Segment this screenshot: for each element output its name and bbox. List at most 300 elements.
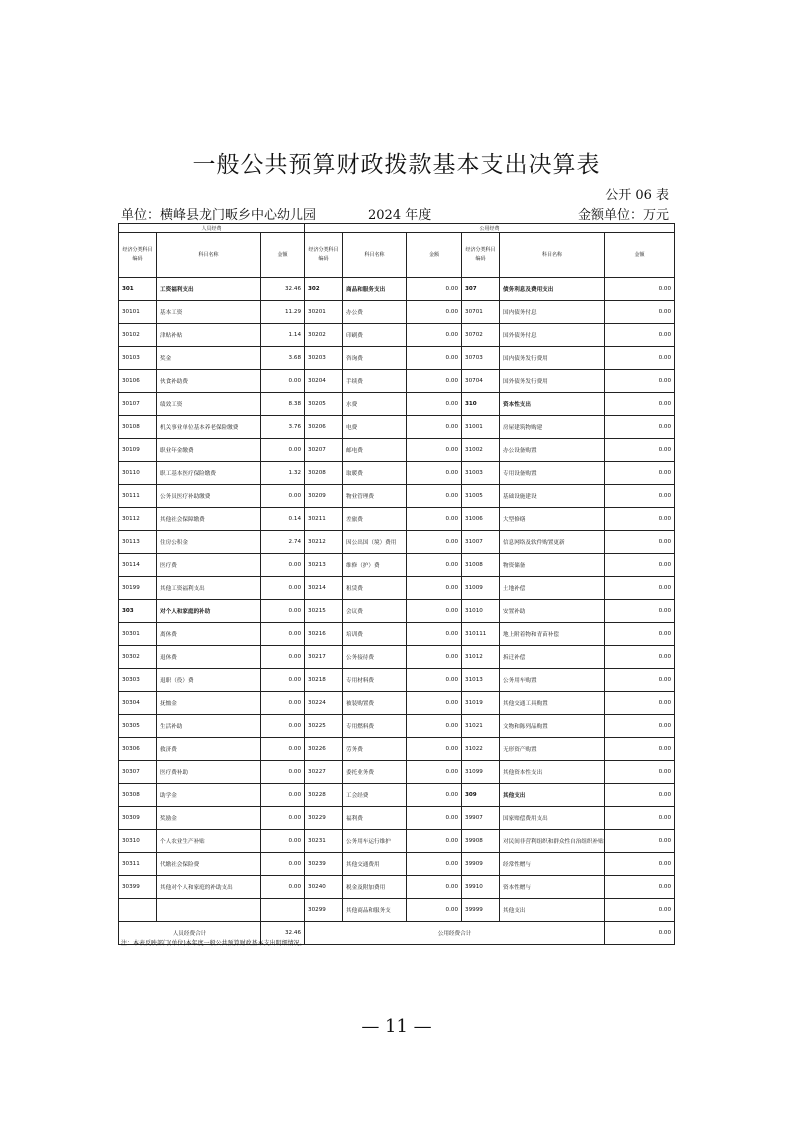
name-cell: 机关事业单位基本养老保险缴费: [157, 416, 261, 439]
table-row: [119, 807, 675, 830]
name-cell: 其他对个人和家庭的补助支出: [157, 876, 261, 899]
code-cell: 30107: [119, 393, 157, 416]
total-personnel-value: 32.46: [261, 922, 305, 945]
code-cell: 30113: [119, 531, 157, 554]
code-cell: 30111: [119, 485, 157, 508]
code-cell: [119, 899, 157, 922]
year-label: 2024 年度: [368, 208, 432, 223]
code-cell: 39909: [462, 853, 500, 876]
code-cell: 30110: [119, 462, 157, 485]
table-row: [119, 876, 675, 899]
name-cell: 国内债务付息: [500, 301, 605, 324]
code-cell: 30202: [305, 324, 343, 347]
amount-cell: 0.00: [605, 784, 675, 807]
amount-cell: 0.00: [605, 439, 675, 462]
code-cell: 30308: [119, 784, 157, 807]
code-cell: 30108: [119, 416, 157, 439]
name-cell: 离休费: [157, 623, 261, 646]
amount-cell: 0.00: [407, 899, 462, 922]
table-row: [119, 439, 675, 462]
amount-cell: 0.00: [261, 600, 305, 623]
amount-cell: 0.00: [407, 416, 462, 439]
code-cell: 307: [462, 278, 500, 301]
name-cell: 国外债务付息: [500, 324, 605, 347]
amount-cell: 0.00: [605, 738, 675, 761]
amount-cell: 0.00: [605, 600, 675, 623]
name-cell: 退休费: [157, 646, 261, 669]
name-cell: 基本工资: [157, 301, 261, 324]
group-personnel-header: 人员经费: [119, 224, 305, 233]
amount-cell: 0.00: [261, 692, 305, 715]
amount-cell: 1.14: [261, 324, 305, 347]
name-cell: 其他交通工具购置: [500, 692, 605, 715]
total-personnel-label: 人员经费合计: [119, 922, 261, 945]
code-cell: 31006: [462, 508, 500, 531]
amount-cell: 0.00: [407, 715, 462, 738]
total-public-value: 0.00: [605, 922, 675, 945]
name-cell: 安置补助: [500, 600, 605, 623]
table-row: [119, 462, 675, 485]
amount-cell: 0.00: [407, 531, 462, 554]
name-cell: 津贴补贴: [157, 324, 261, 347]
name-cell: 拆迁补偿: [500, 646, 605, 669]
code-cell: 30310: [119, 830, 157, 853]
name-cell: 抚恤金: [157, 692, 261, 715]
code-cell: 30228: [305, 784, 343, 807]
name-cell: 奖励金: [157, 807, 261, 830]
code-cell: 30399: [119, 876, 157, 899]
code-cell: 30205: [305, 393, 343, 416]
name-cell: 工资福利支出: [157, 278, 261, 301]
code-cell: 31008: [462, 554, 500, 577]
code-cell: 30102: [119, 324, 157, 347]
code-cell: 31022: [462, 738, 500, 761]
amount-cell: 0.00: [407, 876, 462, 899]
amount-cell: 0.00: [407, 347, 462, 370]
code-cell: 310111: [462, 623, 500, 646]
code-cell: 39908: [462, 830, 500, 853]
amount-cell: 0.00: [407, 784, 462, 807]
table-note: 注：本表反映部门(单位)本年度一般公共预算财政基本支出明细情况。: [121, 940, 306, 947]
name-cell: [157, 899, 261, 922]
amount-cell: 0.00: [605, 669, 675, 692]
code-cell: 30217: [305, 646, 343, 669]
amount-cell: 0.00: [407, 370, 462, 393]
amount-cell: 0.00: [407, 692, 462, 715]
name-cell: 对个人和家庭的补助: [157, 600, 261, 623]
code-cell: 310: [462, 393, 500, 416]
amount-cell: 0.00: [605, 692, 675, 715]
amount-cell: 0.00: [261, 577, 305, 600]
code-cell: 31003: [462, 462, 500, 485]
code-cell: 30227: [305, 761, 343, 784]
amount-cell: 3.68: [261, 347, 305, 370]
amount-cell: 0.00: [605, 899, 675, 922]
code-cell: 30304: [119, 692, 157, 715]
name-cell: 物业管理费: [343, 485, 407, 508]
code-cell: 31002: [462, 439, 500, 462]
amount-cell: 0.00: [261, 439, 305, 462]
table-row: [119, 669, 675, 692]
page-title: 一般公共预算财政拨款基本支出决算表: [192, 152, 601, 178]
amount-cell: 3.76: [261, 416, 305, 439]
amount-cell: 0.00: [407, 301, 462, 324]
amount-cell: 32.46: [261, 278, 305, 301]
name-cell: 房屋建筑物购建: [500, 416, 605, 439]
amount-cell: 0.14: [261, 508, 305, 531]
code-cell: 30103: [119, 347, 157, 370]
amount-cell: 0.00: [407, 278, 462, 301]
name-cell: 差旅费: [343, 508, 407, 531]
name-cell: 其他社会保障缴费: [157, 508, 261, 531]
code-cell: 309: [462, 784, 500, 807]
code-cell: 30112: [119, 508, 157, 531]
name-cell: 其他工资福利支出: [157, 577, 261, 600]
table-row: [119, 646, 675, 669]
code-cell: 31019: [462, 692, 500, 715]
code-cell: 31010: [462, 600, 500, 623]
code-cell: 31099: [462, 761, 500, 784]
col-amount-header: 金额: [605, 233, 675, 278]
amount-cell: 0.00: [407, 324, 462, 347]
col-name-header: 科目名称: [343, 233, 407, 278]
code-cell: 31013: [462, 669, 500, 692]
amount-cell: 0.00: [605, 761, 675, 784]
code-cell: 30702: [462, 324, 500, 347]
code-cell: 30303: [119, 669, 157, 692]
amount-cell: 0.00: [261, 623, 305, 646]
code-cell: 30306: [119, 738, 157, 761]
amount-cell: 0.00: [605, 485, 675, 508]
code-cell: 39910: [462, 876, 500, 899]
amount-cell: 0.00: [407, 646, 462, 669]
name-cell: 国家赔偿费用支出: [500, 807, 605, 830]
amount-cell: 0.00: [407, 761, 462, 784]
amount-cell: 0.00: [605, 807, 675, 830]
name-cell: 救济费: [157, 738, 261, 761]
code-cell: 30309: [119, 807, 157, 830]
code-cell: 30229: [305, 807, 343, 830]
name-cell: 委托业务费: [343, 761, 407, 784]
name-cell: 福利费: [343, 807, 407, 830]
amount-cell: 0.00: [605, 646, 675, 669]
name-cell: 工会经费: [343, 784, 407, 807]
amount-cell: 2.74: [261, 531, 305, 554]
name-cell: 大型修缮: [500, 508, 605, 531]
name-cell: 对民间非营利组织和群众性自治组织补贴: [500, 830, 605, 853]
table-row: [119, 899, 675, 922]
code-cell: 30299: [305, 899, 343, 922]
amount-cell: 0.00: [407, 508, 462, 531]
name-cell: 商品和服务支出: [343, 278, 407, 301]
name-cell: 专用材料费: [343, 669, 407, 692]
amount-cell: 0.00: [261, 807, 305, 830]
code-cell: 31012: [462, 646, 500, 669]
name-cell: 办公费: [343, 301, 407, 324]
code-cell: 30231: [305, 830, 343, 853]
table-row: [119, 485, 675, 508]
code-cell: 30204: [305, 370, 343, 393]
amount-cell: 0.00: [261, 853, 305, 876]
form-number: 公开 06 表: [605, 188, 669, 203]
name-cell: 电费: [343, 416, 407, 439]
name-cell: 个人农业生产补贴: [157, 830, 261, 853]
name-cell: 其他商品和服务支: [343, 899, 407, 922]
amount-cell: 0.00: [407, 600, 462, 623]
table-row: [119, 784, 675, 807]
code-cell: 39907: [462, 807, 500, 830]
amount-cell: 0.00: [261, 370, 305, 393]
name-cell: 因公出国（境）费用: [343, 531, 407, 554]
code-cell: 30101: [119, 301, 157, 324]
amount-cell: 0.00: [261, 715, 305, 738]
name-cell: 公务用车购置: [500, 669, 605, 692]
code-cell: 30106: [119, 370, 157, 393]
code-cell: 30239: [305, 853, 343, 876]
name-cell: 奖金: [157, 347, 261, 370]
table-row: [119, 830, 675, 853]
table-row: [119, 324, 675, 347]
expenditure-table-wrapper: [118, 223, 674, 945]
amount-cell: 0.00: [407, 830, 462, 853]
code-cell: 30301: [119, 623, 157, 646]
name-cell: 咨询费: [343, 347, 407, 370]
name-cell: 公务接待费: [343, 646, 407, 669]
name-cell: 取暖费: [343, 462, 407, 485]
amount-cell: 0.00: [407, 577, 462, 600]
name-cell: 无形资产购置: [500, 738, 605, 761]
amount-cell: 0.00: [407, 554, 462, 577]
table-row: [119, 347, 675, 370]
name-cell: 住房公积金: [157, 531, 261, 554]
name-cell: 印刷费: [343, 324, 407, 347]
name-cell: 医疗费: [157, 554, 261, 577]
code-cell: 30206: [305, 416, 343, 439]
name-cell: 助学金: [157, 784, 261, 807]
table-body: [119, 278, 675, 922]
amount-cell: 0.00: [407, 807, 462, 830]
code-cell: 31021: [462, 715, 500, 738]
code-cell: 30218: [305, 669, 343, 692]
name-cell: 水费: [343, 393, 407, 416]
code-cell: 303: [119, 600, 157, 623]
group-public-header: 公用经费: [305, 224, 675, 233]
name-cell: 伙食补助费: [157, 370, 261, 393]
table-row: [119, 761, 675, 784]
amount-cell: 0.00: [605, 876, 675, 899]
amount-cell: 0.00: [605, 301, 675, 324]
code-cell: 30224: [305, 692, 343, 715]
table-row: [119, 577, 675, 600]
code-cell: 302: [305, 278, 343, 301]
name-cell: 国外债务发行费用: [500, 370, 605, 393]
money-unit-label: 金额单位：万元: [577, 208, 669, 223]
code-cell: 30199: [119, 577, 157, 600]
code-cell: 30302: [119, 646, 157, 669]
amount-cell: 8.38: [261, 393, 305, 416]
amount-cell: 0.00: [407, 393, 462, 416]
amount-cell: 0.00: [605, 462, 675, 485]
table-row: [119, 416, 675, 439]
table-row: [119, 393, 675, 416]
name-cell: 生活补助: [157, 715, 261, 738]
code-cell: 30214: [305, 577, 343, 600]
name-cell: 职工基本医疗保险缴费: [157, 462, 261, 485]
amount-cell: 11.29: [261, 301, 305, 324]
table-row: [119, 531, 675, 554]
name-cell: 公务用车运行维护: [343, 830, 407, 853]
table-row: [119, 623, 675, 646]
code-cell: 31007: [462, 531, 500, 554]
name-cell: 邮电费: [343, 439, 407, 462]
name-cell: 其他交通费用: [343, 853, 407, 876]
expenditure-table: [118, 223, 675, 945]
amount-cell: 0.00: [261, 784, 305, 807]
code-cell: 30212: [305, 531, 343, 554]
amount-cell: 0.00: [605, 324, 675, 347]
amount-cell: 0.00: [605, 347, 675, 370]
name-cell: 租赁费: [343, 577, 407, 600]
name-cell: 信息网络及软件购置更新: [500, 531, 605, 554]
name-cell: 劳务费: [343, 738, 407, 761]
name-cell: 资本性赠与: [500, 876, 605, 899]
amount-cell: 0.00: [407, 623, 462, 646]
amount-cell: 0.00: [605, 715, 675, 738]
name-cell: 其他支出: [500, 784, 605, 807]
amount-cell: 0.00: [407, 462, 462, 485]
name-cell: 债务利息及费用支出: [500, 278, 605, 301]
amount-cell: 0.00: [261, 876, 305, 899]
name-cell: 职业年金缴费: [157, 439, 261, 462]
col-name-header: 科目名称: [157, 233, 261, 278]
name-cell: 地上附着物和青苗补偿: [500, 623, 605, 646]
name-cell: 公务员医疗补助缴费: [157, 485, 261, 508]
name-cell: 专用设备购置: [500, 462, 605, 485]
amount-cell: 0.00: [261, 669, 305, 692]
table-row: [119, 692, 675, 715]
code-cell: 30109: [119, 439, 157, 462]
table-row: [119, 508, 675, 531]
name-cell: 专用燃料费: [343, 715, 407, 738]
table-row: [119, 370, 675, 393]
table-row: [119, 278, 675, 301]
name-cell: 代缴社会保险费: [157, 853, 261, 876]
table-row: [119, 853, 675, 876]
name-cell: 绩效工资: [157, 393, 261, 416]
code-cell: 30307: [119, 761, 157, 784]
amount-cell: 0.00: [261, 761, 305, 784]
name-cell: 维修（护）费: [343, 554, 407, 577]
code-cell: 30704: [462, 370, 500, 393]
code-cell: 30311: [119, 853, 157, 876]
code-cell: 30209: [305, 485, 343, 508]
amount-cell: 1.32: [261, 462, 305, 485]
code-cell: 30701: [462, 301, 500, 324]
amount-cell: 0.00: [407, 853, 462, 876]
code-cell: 30305: [119, 715, 157, 738]
name-cell: 土地补偿: [500, 577, 605, 600]
name-cell: 医疗费补助: [157, 761, 261, 784]
col-code-header: 经济分类科目编码: [119, 233, 157, 278]
code-cell: 39999: [462, 899, 500, 922]
amount-cell: 0.00: [407, 439, 462, 462]
name-cell: 退职（役）费: [157, 669, 261, 692]
amount-cell: 0.00: [605, 577, 675, 600]
code-cell: 30114: [119, 554, 157, 577]
col-amount-header: 金额: [261, 233, 305, 278]
code-cell: 30240: [305, 876, 343, 899]
amount-cell: 0.00: [605, 853, 675, 876]
total-public-label: 公用经费合计: [305, 922, 605, 945]
code-cell: 30207: [305, 439, 343, 462]
amount-cell: 0.00: [605, 623, 675, 646]
table-row: [119, 738, 675, 761]
name-cell: 文物和陈列品购置: [500, 715, 605, 738]
name-cell: 经常性赠与: [500, 853, 605, 876]
amount-cell: 0.00: [261, 830, 305, 853]
col-name-header: 科目名称: [500, 233, 605, 278]
code-cell: 30215: [305, 600, 343, 623]
amount-cell: 0.00: [261, 646, 305, 669]
code-cell: 30211: [305, 508, 343, 531]
code-cell: 30203: [305, 347, 343, 370]
name-cell: 物资储备: [500, 554, 605, 577]
name-cell: 税金及附加费用: [343, 876, 407, 899]
col-amount-header: 金额: [407, 233, 462, 278]
name-cell: 资本性支出: [500, 393, 605, 416]
amount-cell: 0.00: [605, 508, 675, 531]
name-cell: 办公设备购置: [500, 439, 605, 462]
name-cell: 其他支出: [500, 899, 605, 922]
code-cell: 30226: [305, 738, 343, 761]
name-cell: 会议费: [343, 600, 407, 623]
table-row: [119, 554, 675, 577]
name-cell: 培训费: [343, 623, 407, 646]
amount-cell: [261, 899, 305, 922]
amount-cell: 0.00: [605, 531, 675, 554]
code-cell: 30703: [462, 347, 500, 370]
table-row: [119, 301, 675, 324]
amount-cell: 0.00: [605, 554, 675, 577]
amount-cell: 0.00: [605, 370, 675, 393]
amount-cell: 0.00: [605, 416, 675, 439]
code-cell: 301: [119, 278, 157, 301]
unit-label: 单位：横峰县龙门畈乡中心幼儿园: [121, 208, 317, 223]
code-cell: 30201: [305, 301, 343, 324]
name-cell: 基础设施建设: [500, 485, 605, 508]
name-cell: 其他资本性支出: [500, 761, 605, 784]
amount-cell: 0.00: [407, 485, 462, 508]
table-row: [119, 600, 675, 623]
code-cell: 31009: [462, 577, 500, 600]
name-cell: 国内债务发行费用: [500, 347, 605, 370]
amount-cell: 0.00: [407, 738, 462, 761]
col-code-header: 经济分类科目编码: [462, 233, 500, 278]
amount-cell: 0.00: [261, 554, 305, 577]
amount-cell: 0.00: [605, 393, 675, 416]
amount-cell: 0.00: [605, 278, 675, 301]
code-cell: 31005: [462, 485, 500, 508]
name-cell: 手续费: [343, 370, 407, 393]
code-cell: 30216: [305, 623, 343, 646]
page-number: — 11 —: [361, 1016, 432, 1037]
code-cell: 30208: [305, 462, 343, 485]
amount-cell: 0.00: [605, 830, 675, 853]
table-row: [119, 715, 675, 738]
amount-cell: 0.00: [261, 485, 305, 508]
code-cell: 30225: [305, 715, 343, 738]
amount-cell: 0.00: [261, 738, 305, 761]
